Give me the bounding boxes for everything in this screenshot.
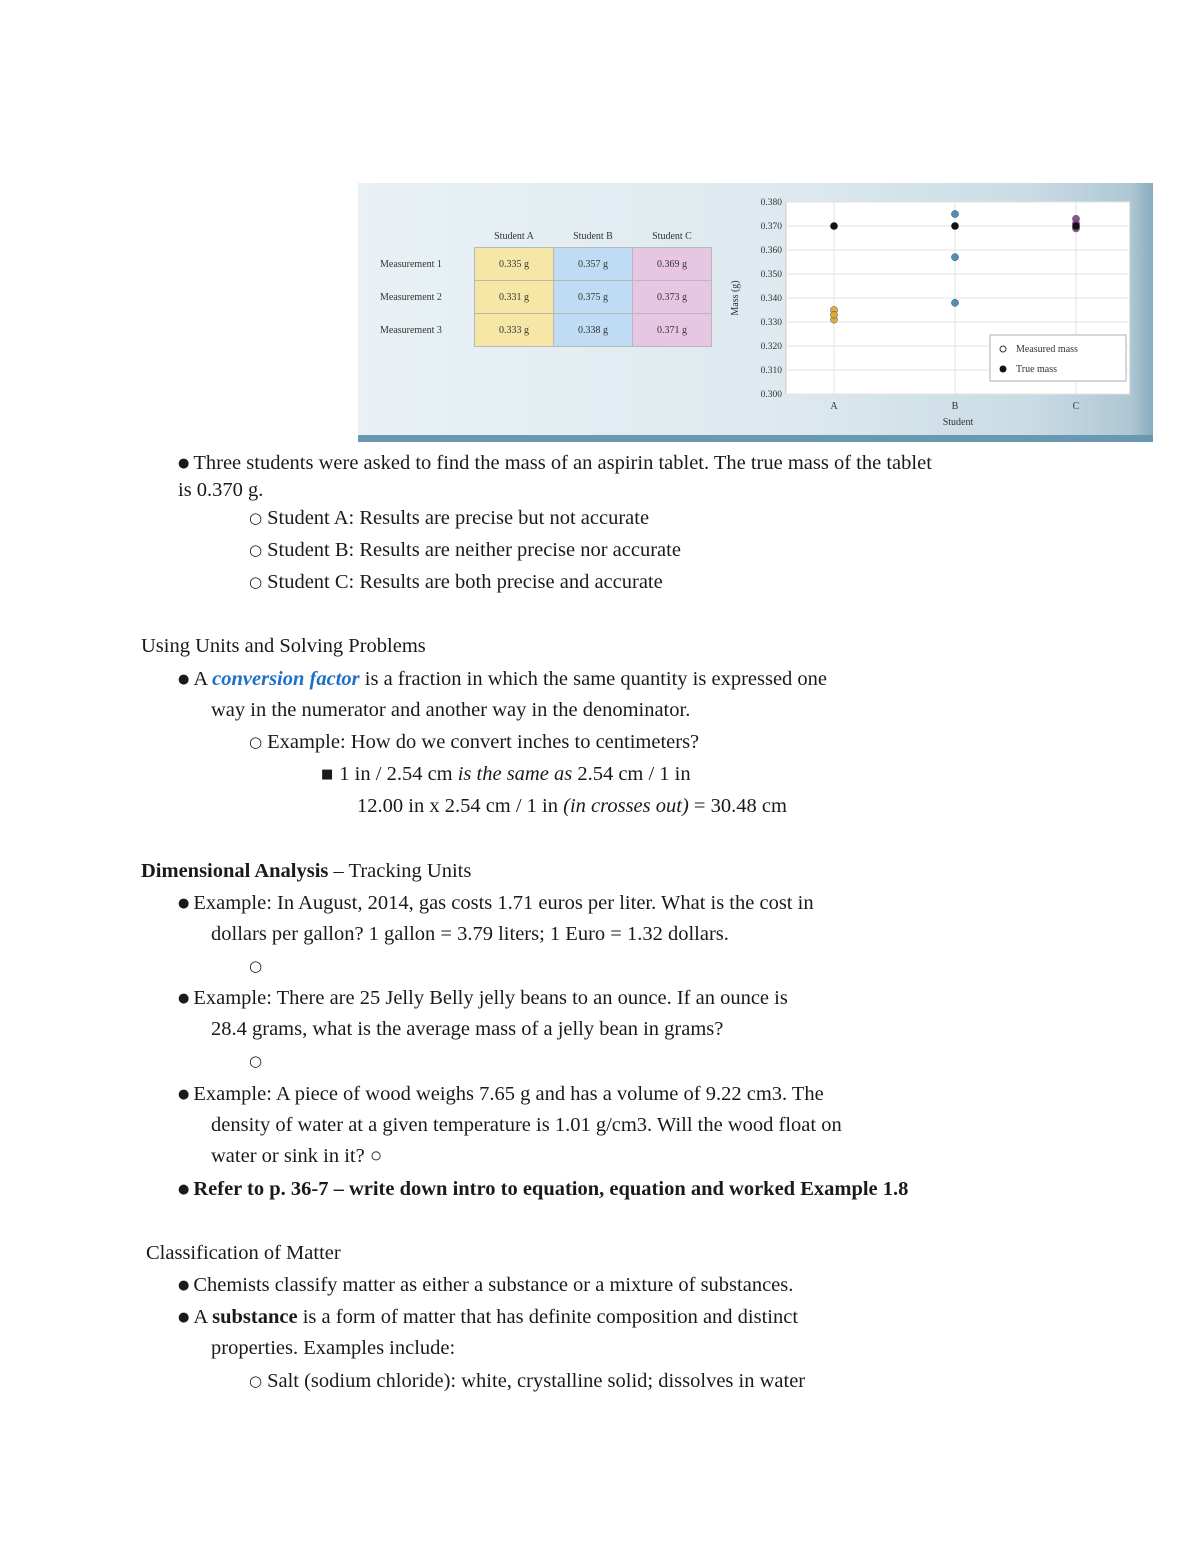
bullet-text: Refer to p. 36-7 – write down intro to equation, equation and worked Example 1.8 bbox=[193, 1178, 909, 1200]
bullet-text: Example: There are 25 Jelly Belly jelly beans to an ounce. If an ounce is bbox=[193, 987, 788, 1009]
bullet-icon: ● bbox=[178, 1310, 190, 1325]
bullet-icon: ● bbox=[178, 1087, 190, 1102]
table-cell: 0.333 g bbox=[475, 314, 554, 347]
true-mass-point bbox=[951, 222, 959, 230]
list-item bbox=[178, 1082, 824, 1107]
x-tick-labels bbox=[830, 401, 1079, 412]
bullet-text: Salt (sodium chloride): white, crystalline solid; dissolves in water bbox=[267, 1370, 806, 1392]
legend-marker-measured bbox=[1000, 346, 1006, 352]
precision-accuracy-figure bbox=[358, 183, 1153, 442]
legend-box bbox=[990, 335, 1126, 381]
table-row bbox=[374, 281, 712, 314]
column-header-a: Student A bbox=[494, 230, 534, 242]
legend bbox=[990, 335, 1126, 381]
true-mass-point bbox=[830, 222, 838, 230]
measured-point bbox=[951, 210, 958, 217]
table-cell: 0.338 g bbox=[554, 314, 633, 347]
table-header-row bbox=[374, 225, 712, 248]
bullet-text: Student C: Results are both precise and accurate bbox=[267, 571, 663, 593]
y-tick-label: 0.350 bbox=[760, 270, 782, 280]
continuation-text: water or sink in it? ○ bbox=[211, 1145, 383, 1167]
italic-text: (in crosses out) bbox=[563, 795, 689, 817]
column-header-b: Student B bbox=[573, 230, 613, 242]
legend-label-true: True mass bbox=[1016, 364, 1058, 375]
square-bullet-icon: ■ bbox=[321, 767, 334, 782]
table-row bbox=[374, 248, 712, 281]
bullet-text: A bbox=[193, 668, 213, 690]
calc-text: = 30.48 cm bbox=[688, 795, 787, 817]
y-tick-label: 0.360 bbox=[760, 246, 782, 256]
continuation-text: is 0.370 g. bbox=[178, 479, 264, 501]
table-corner bbox=[374, 225, 475, 248]
x-tick-label: C bbox=[1072, 401, 1080, 412]
table-cell: 0.373 g bbox=[633, 281, 712, 314]
bullet-text: Student A: Results are precise but not accurate bbox=[267, 507, 650, 529]
bullet-text: is a fraction in which the same quantity is expressed one bbox=[359, 668, 828, 690]
y-tick-label: 0.300 bbox=[760, 390, 782, 400]
list-item bbox=[249, 538, 681, 562]
continuation-text: density of water at a given temperature is 1.01 g/cm3. Will the wood float on bbox=[211, 1114, 842, 1136]
continuation-text: dollars per gallon? 1 gallon = 3.79 liters; 1 Euro = 1.32 dollars. bbox=[211, 923, 729, 945]
bullet-icon: ● bbox=[178, 456, 190, 471]
legend-label-measured: Measured mass bbox=[1016, 344, 1078, 355]
table-cell: 0.375 g bbox=[554, 281, 633, 314]
bullet-icon: ● bbox=[178, 672, 190, 687]
table-cell: 0.369 g bbox=[633, 248, 712, 281]
conversion-factor-term: conversion factor bbox=[212, 668, 360, 690]
list-item bbox=[321, 762, 691, 787]
list-item bbox=[178, 1273, 793, 1298]
y-tick-label: 0.310 bbox=[760, 366, 782, 376]
heading-text: – Tracking Units bbox=[328, 860, 472, 882]
bullet-text: Student B: Results are neither precise nor accurate bbox=[267, 539, 681, 561]
true-mass-point bbox=[1072, 222, 1080, 230]
italic-text: is the same as bbox=[457, 763, 573, 785]
circle-bullet-icon: ○ bbox=[249, 509, 263, 527]
list-item bbox=[178, 667, 827, 692]
bullet-icon: ● bbox=[178, 1278, 190, 1293]
list-item bbox=[178, 986, 788, 1011]
bullet-icon: ● bbox=[178, 1182, 190, 1197]
table-cell: 0.331 g bbox=[475, 281, 554, 314]
list-item bbox=[249, 1049, 267, 1073]
row-label: Measurement 2 bbox=[380, 291, 442, 303]
y-tick-label: 0.370 bbox=[760, 222, 782, 232]
circle-bullet-icon: ○ bbox=[249, 957, 263, 975]
continuation-text: properties. Examples include: bbox=[211, 1337, 456, 1359]
bullet-text: Chemists classify matter as either a substance or a mixture of substances. bbox=[193, 1274, 794, 1296]
legend-marker-true bbox=[1000, 366, 1007, 373]
bullet-text: A bbox=[193, 1306, 213, 1328]
column-header-c: Student C bbox=[652, 230, 692, 242]
table-cell: 0.335 g bbox=[475, 248, 554, 281]
list-item bbox=[249, 954, 267, 978]
list-item bbox=[249, 730, 699, 754]
bold-term: Dimensional Analysis bbox=[141, 860, 329, 882]
bullet-icon: ● bbox=[178, 991, 190, 1006]
table-cell: 0.371 g bbox=[633, 314, 712, 347]
bold-term: substance bbox=[212, 1306, 298, 1328]
bullet-icon: ● bbox=[178, 896, 190, 911]
y-axis-label: Mass (g) bbox=[730, 280, 741, 316]
circle-bullet-icon: ○ bbox=[249, 541, 263, 559]
mass-scatter-chart bbox=[726, 189, 1141, 434]
circle-bullet-icon: ○ bbox=[249, 1372, 263, 1390]
list-item bbox=[249, 570, 663, 594]
measured-point bbox=[951, 254, 958, 261]
x-axis-label: Student bbox=[942, 417, 974, 428]
bullet-text: Three students were asked to find the mass of an aspirin tablet. The true mass of the tablet bbox=[193, 452, 932, 474]
x-tick-label: A bbox=[830, 401, 838, 412]
row-label: Measurement 1 bbox=[380, 258, 442, 270]
table-row bbox=[374, 314, 712, 347]
y-tick-label: 0.330 bbox=[760, 318, 782, 328]
bullet-text: is a form of matter that has definite composition and distinct bbox=[297, 1306, 799, 1328]
bullet-text: 1 in / 2.54 cm bbox=[339, 763, 458, 785]
list-item bbox=[178, 1177, 908, 1202]
list-item bbox=[178, 1305, 798, 1330]
bullet-text: 2.54 cm / 1 in bbox=[572, 763, 691, 785]
list-item bbox=[249, 506, 649, 530]
list-item bbox=[249, 1369, 805, 1393]
list-item bbox=[178, 451, 932, 476]
y-tick-label: 0.340 bbox=[760, 294, 782, 304]
y-tick-labels bbox=[761, 198, 783, 400]
bullet-text: Example: How do we convert inches to centimeters? bbox=[267, 731, 700, 753]
table-cell: 0.357 g bbox=[554, 248, 633, 281]
list-item bbox=[178, 891, 814, 916]
bullet-text: Example: A piece of wood weighs 7.65 g and has a volume of 9.22 cm3. The bbox=[193, 1083, 824, 1105]
y-tick-label: 0.380 bbox=[760, 198, 782, 208]
section-heading-classification: Classification of Matter bbox=[146, 1242, 341, 1264]
y-tick-label: 0.320 bbox=[760, 342, 782, 352]
measured-point bbox=[830, 311, 837, 318]
bullet-text: Example: In August, 2014, gas costs 1.71 euros per liter. What is the cost in bbox=[193, 892, 814, 914]
circle-bullet-icon: ○ bbox=[249, 1052, 263, 1070]
x-tick-label: B bbox=[951, 401, 959, 412]
measurement-table bbox=[374, 225, 712, 347]
circle-bullet-icon: ○ bbox=[249, 573, 263, 591]
row-label: Measurement 3 bbox=[380, 324, 442, 336]
calc-text: 12.00 in x 2.54 cm / 1 in bbox=[357, 795, 564, 817]
continuation-text bbox=[357, 794, 787, 818]
circle-bullet-icon: ○ bbox=[249, 733, 263, 751]
continuation-text: 28.4 grams, what is the average mass of a jelly bean in grams? bbox=[211, 1018, 724, 1040]
measured-point bbox=[951, 299, 958, 306]
continuation-text: way in the numerator and another way in the denominator. bbox=[211, 699, 691, 721]
section-heading-units: Using Units and Solving Problems bbox=[141, 635, 426, 657]
section-heading-dimensional bbox=[141, 859, 471, 883]
